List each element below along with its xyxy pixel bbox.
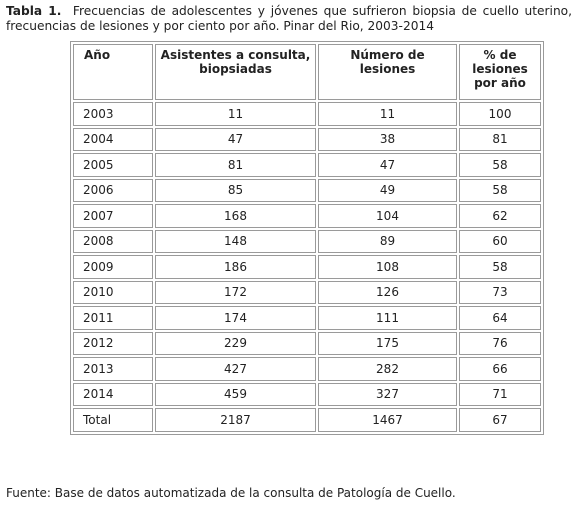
cell-attendees: 47 [155,128,316,152]
table-row [73,255,541,279]
table-row [73,128,541,152]
cell-percent: 62 [459,204,541,228]
cell-attendees: 459 [155,383,316,407]
cell-percent: 76 [459,332,541,356]
table-row [73,357,541,381]
table-row [73,230,541,254]
cell-attendees: 174 [155,306,316,330]
cell-lesions: 108 [318,255,457,279]
table-row [73,204,541,228]
cell-total-label: Total [73,408,153,432]
cell-lesions: 282 [318,357,457,381]
cell-attendees: 229 [155,332,316,356]
cell-attendees: 427 [155,357,316,381]
data-table [70,41,544,435]
cell-percent: 100 [459,102,541,126]
cell-percent: 71 [459,383,541,407]
cell-year: 2007 [73,204,153,228]
cell-year: 2010 [73,281,153,305]
table-row [73,383,541,407]
cell-percent: 60 [459,230,541,254]
cell-lesions: 47 [318,153,457,177]
cell-total-percent: 67 [459,408,541,432]
cell-year: 2006 [73,179,153,203]
cell-total-lesions: 1467 [318,408,457,432]
caption-text: Frecuencias de adolescentes y jóvenes que sufrieron biopsia de cuello uterino, frecuencias de lesiones y por ciento por año. Pinar del Rio, 2003-2014 [6,4,572,33]
header-attendees: Asistentes a consulta, biopsiadas [155,44,316,100]
table-caption [6,4,572,34]
cell-lesions: 11 [318,102,457,126]
caption-label: Tabla 1. [6,4,62,18]
cell-lesions: 126 [318,281,457,305]
cell-percent: 81 [459,128,541,152]
cell-percent: 58 [459,179,541,203]
table-total-row [73,408,541,432]
table-row [73,281,541,305]
cell-lesions: 175 [318,332,457,356]
cell-year: 2013 [73,357,153,381]
cell-year: 2003 [73,102,153,126]
cell-attendees: 11 [155,102,316,126]
cell-year: 2009 [73,255,153,279]
cell-percent: 73 [459,281,541,305]
cell-year: 2008 [73,230,153,254]
data-table-wrapper [70,41,544,435]
table-row [73,153,541,177]
cell-percent: 64 [459,306,541,330]
cell-attendees: 148 [155,230,316,254]
cell-attendees: 186 [155,255,316,279]
header-year: Año [73,44,153,100]
table-row [73,306,541,330]
cell-percent: 58 [459,153,541,177]
cell-attendees: 85 [155,179,316,203]
table-row [73,179,541,203]
cell-lesions: 38 [318,128,457,152]
cell-lesions: 89 [318,230,457,254]
cell-lesions: 104 [318,204,457,228]
cell-lesions: 49 [318,179,457,203]
header-lesions: Número de lesiones [318,44,457,100]
cell-attendees: 168 [155,204,316,228]
cell-attendees: 81 [155,153,316,177]
header-percent: % de lesiones por año [459,44,541,100]
table-row [73,332,541,356]
cell-lesions: 111 [318,306,457,330]
table-header-row [73,44,541,100]
table-row [73,102,541,126]
cell-year: 2004 [73,128,153,152]
cell-year: 2014 [73,383,153,407]
cell-percent: 58 [459,255,541,279]
cell-year: 2012 [73,332,153,356]
cell-attendees: 172 [155,281,316,305]
cell-total-attendees: 2187 [155,408,316,432]
cell-year: 2005 [73,153,153,177]
cell-lesions: 327 [318,383,457,407]
cell-year: 2011 [73,306,153,330]
cell-percent: 66 [459,357,541,381]
source-note: Fuente: Base de datos automatizada de la consulta de Patología de Cuello. [6,486,456,500]
